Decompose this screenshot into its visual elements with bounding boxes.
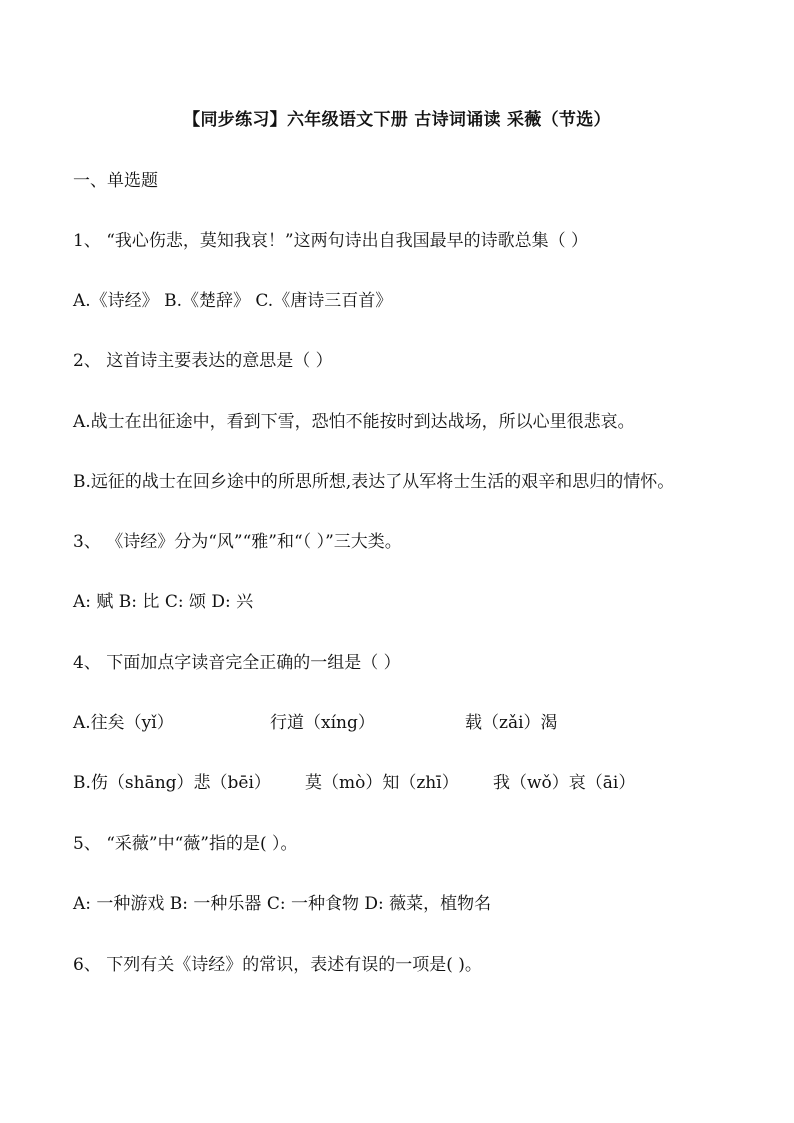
- option-a-item-1: A.往矣（yǐ）: [73, 713, 174, 733]
- worksheet-title: 【同步练习】六年级语文下册 古诗词诵读 采薇（节选）: [183, 110, 611, 130]
- option-a-item-3: 载（zǎi）渴: [465, 713, 558, 733]
- question-3-stem: 3、 《诗经》分为“风”“雅”和“（ ）”三大类。: [73, 532, 402, 552]
- question-5-stem: 5、 “采薇”中“薇”指的是( ）。: [73, 834, 298, 854]
- question-3-options: A: 赋 B: 比 C: 颂 D: 兴: [73, 592, 254, 612]
- question-5-options: A: 一种游戏 B: 一种乐器 C: 一种食物 D: 薇菜，植物名: [73, 894, 492, 914]
- question-6-stem: 6、 下列有关《诗经》的常识，表述有误的一项是( )。: [73, 955, 482, 975]
- question-2-option-b: B.远征的战士在回乡途中的所思所想,表达了从军将士生活的艰辛和思归的情怀。: [73, 472, 675, 492]
- question-2-option-a: A.战士在出征途中，看到下雪，恐怕不能按时到达战场，所以心里很悲哀。: [73, 412, 635, 432]
- question-2-stem: 2、 这首诗主要表达的意思是（ ）: [73, 351, 333, 371]
- option-a-item-2: 行道（xíng）: [270, 713, 375, 733]
- option-b-item-1: B.伤（shāng）悲（bēi）: [73, 773, 271, 793]
- question-1-stem: 1、 “我心伤悲，莫知我哀！”这两句诗出自我国最早的诗歌总集（ ）: [73, 231, 589, 251]
- question-4-stem: 4、 下面加点字读音完全正确的一组是（ ）: [73, 653, 401, 673]
- option-b-item-3: 我（wǒ）哀（āi）: [493, 773, 636, 793]
- option-b-item-2: 莫（mò）知（zhī）: [305, 773, 459, 793]
- section-heading: 一、单选题: [73, 171, 158, 191]
- question-1-options: A.《诗经》 B.《楚辞》 C.《唐诗三百首》: [73, 291, 393, 311]
